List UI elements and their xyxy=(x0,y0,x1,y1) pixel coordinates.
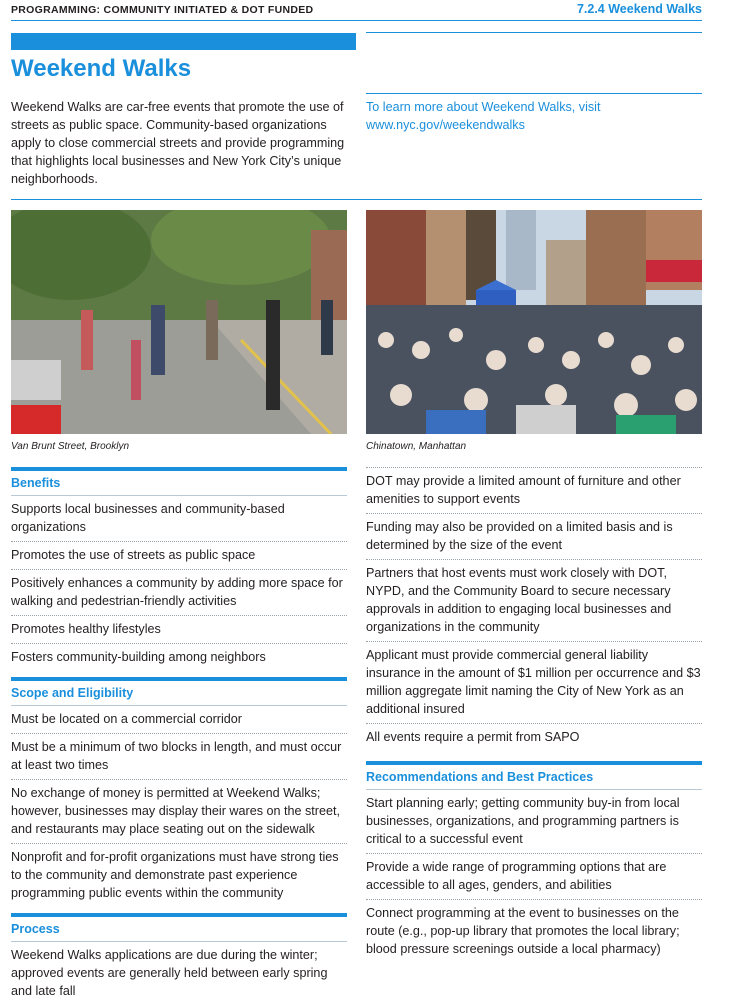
list-item: Promotes the use of streets as public space xyxy=(11,542,347,570)
learn-more-text: To learn more about Weekend Walks, visit xyxy=(366,100,601,114)
list-item: Provide a wide range of programming options that are accessible to all ages, genders, and abilities xyxy=(366,854,702,900)
learn-more-rule xyxy=(366,93,702,94)
title-accent-bar xyxy=(11,33,356,50)
list-item: Connect programming at the event to businesses on the route (e.g., pop-up library that promotes the local library; blood pressure screenings outside a local pharmacy) xyxy=(366,906,680,956)
list-item: Partners that host events must work closely with DOT, NYPD, and the Community Board to secure necessary approvals in addition to engaging local businesses and organizations in the community xyxy=(366,560,702,642)
learn-more-link[interactable]: www.nyc.gov/weekendwalks xyxy=(366,118,525,132)
list-item: Must be a minimum of two blocks in length, and must occur at least two times xyxy=(11,734,347,780)
list-item: Applicant must provide commercial general liability insurance in the amount of $1 million per occurrence and $3 million aggregate limit naming the City of New York as an additional insured xyxy=(366,642,702,724)
photo-van-brunt-street xyxy=(11,210,347,434)
list-item: Funding may also be provided on a limited basis and is determined by the size of the event xyxy=(366,514,702,560)
list-item: Supports local businesses and community-based organizations xyxy=(11,496,347,542)
header-rule xyxy=(11,20,702,21)
photo-caption-left: Van Brunt Street, Brooklyn xyxy=(11,441,130,452)
right-column xyxy=(366,467,702,963)
page-title: Weekend Walks xyxy=(11,55,192,82)
list-item: Positively enhances a community by adding more space for walking and pedestrian-friendly activities xyxy=(11,570,347,616)
list-item: Fosters community-building among neighbors xyxy=(11,650,266,664)
section-reference: 7.2.4 Weekend Walks xyxy=(576,2,702,16)
process-heading: Process xyxy=(11,913,347,942)
list-item: Promotes healthy lifestyles xyxy=(11,616,347,644)
photo-caption-right: Chinatown, Manhattan xyxy=(366,441,467,452)
list-item: Weekend Walks applications are due during the winter; approved events are generally held between early spring and late fall xyxy=(11,948,328,998)
learn-more xyxy=(366,98,666,134)
benefits-heading: Benefits xyxy=(11,467,347,496)
list-item: DOT may provide a limited amount of furniture and other amenities to support events xyxy=(366,467,702,514)
scope-heading: Scope and Eligibility xyxy=(11,677,347,706)
list-item: Must be located on a commercial corridor xyxy=(11,706,347,734)
list-item: No exchange of money is permitted at Weekend Walks; however, businesses may display their wares on the street, and restaurants may place seating out on the sidewalk xyxy=(11,780,347,844)
intro-paragraph: Weekend Walks are car-free events that promote the use of streets as public space. Community-based organizations apply to close commercial streets and provide programming that highlights local businesses and New York City’s unique neighborhoods. xyxy=(11,100,345,186)
list-item: Start planning early; getting community buy-in from local businesses, organizations, and programming partners is critical to a successful event xyxy=(366,790,702,854)
recommendations-heading: Recommendations and Best Practices xyxy=(366,761,702,790)
list-item: All events require a permit from SAPO xyxy=(366,730,580,744)
section-divider xyxy=(11,199,702,200)
photo-chinatown xyxy=(366,210,702,434)
list-item: Nonprofit and for-profit organizations must have strong ties to the community and demonstrate past experience programming public events within the community xyxy=(11,850,339,900)
left-column xyxy=(11,467,347,1005)
section-label: PROGRAMMING: COMMUNITY INITIATED & DOT FUNDED xyxy=(11,4,314,16)
right-rule xyxy=(366,32,702,33)
